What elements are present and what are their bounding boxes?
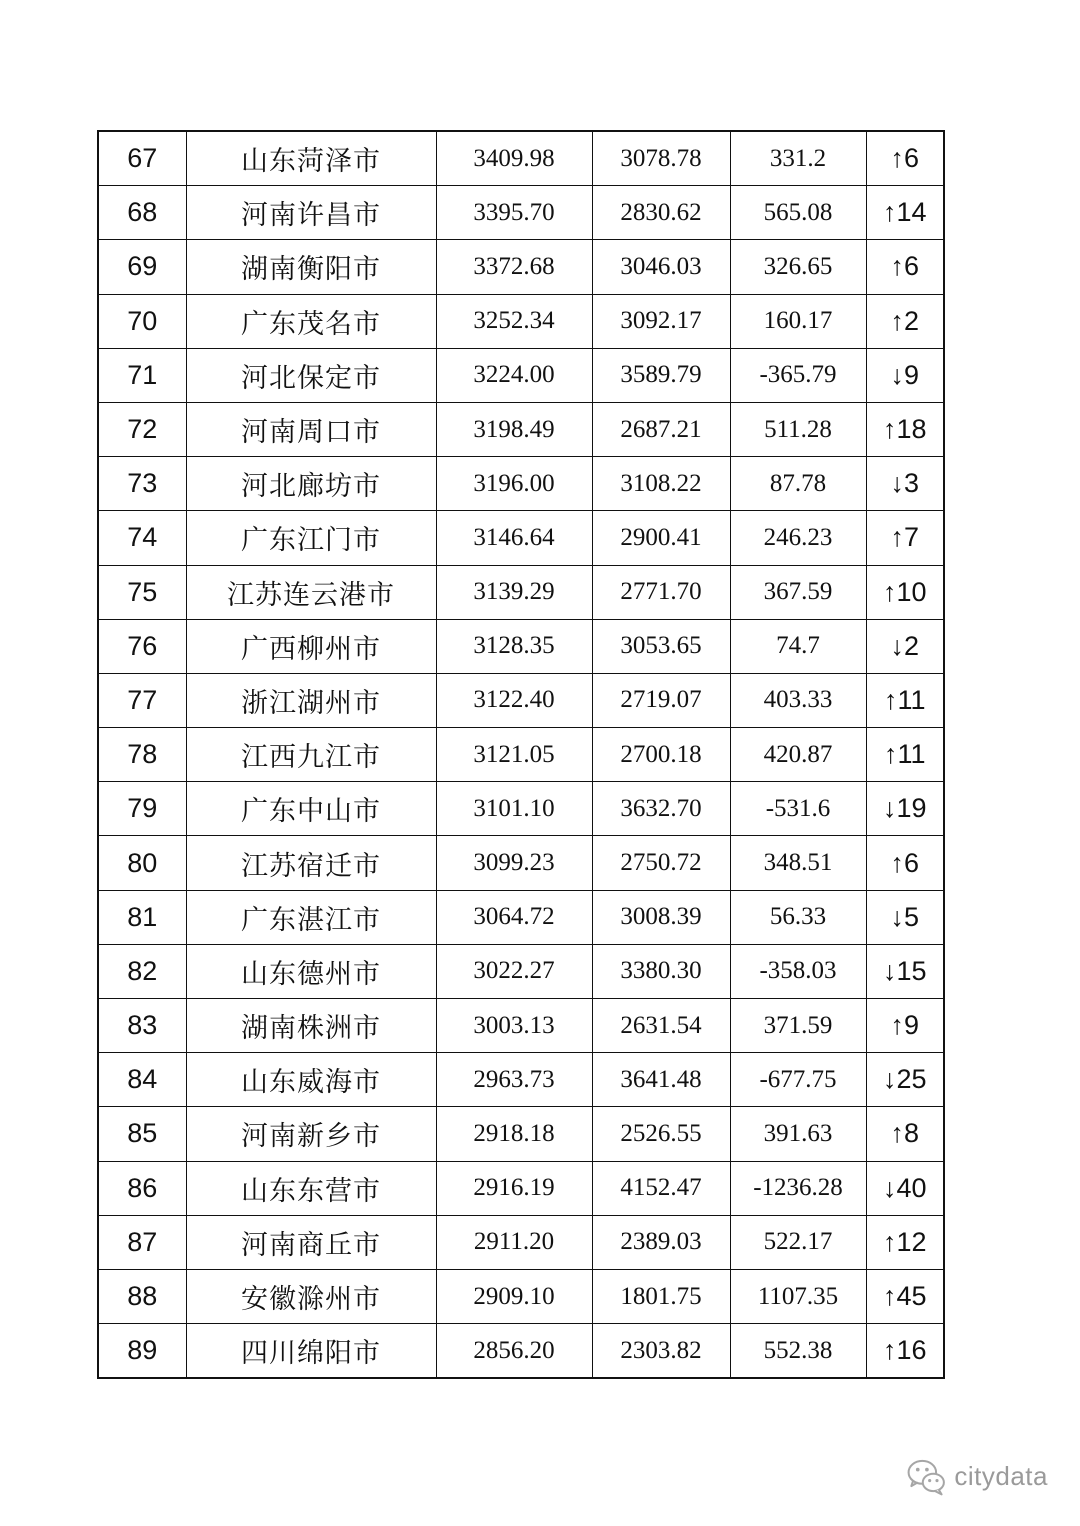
rank-change-cell: ↓3 [866,457,944,511]
value-2-cell: 2389.03 [592,1215,730,1269]
table-row [98,890,944,944]
rank-cell: 81 [98,890,186,944]
difference-cell: 160.17 [730,294,866,348]
difference-cell: 403.33 [730,673,866,727]
table-row [98,131,944,186]
rank-change-cell: ↓5 [866,890,944,944]
difference-cell: 565.08 [730,186,866,240]
value-2-cell: 3078.78 [592,131,730,186]
city-cell: 河南新乡市 [186,1107,436,1161]
table-row [98,565,944,619]
difference-cell: -1236.28 [730,1161,866,1215]
rank-cell: 87 [98,1215,186,1269]
value-1-cell: 3022.27 [436,944,592,998]
value-1-cell: 3224.00 [436,348,592,402]
city-cell: 河南周口市 [186,402,436,456]
city-cell: 河北廊坊市 [186,457,436,511]
city-ranking-table [97,130,945,1379]
table-row [98,511,944,565]
rank-change-cell: ↑45 [866,1269,944,1323]
value-2-cell: 2700.18 [592,728,730,782]
value-1-cell: 3128.35 [436,619,592,673]
value-1-cell: 3139.29 [436,565,592,619]
table-row [98,999,944,1053]
rank-cell: 71 [98,348,186,402]
value-1-cell: 3372.68 [436,240,592,294]
value-2-cell: 3641.48 [592,1053,730,1107]
rank-cell: 89 [98,1324,186,1379]
value-2-cell: 2526.55 [592,1107,730,1161]
value-2-cell: 3046.03 [592,240,730,294]
city-cell: 江西九江市 [186,728,436,782]
difference-cell: -531.6 [730,782,866,836]
value-1-cell: 3395.70 [436,186,592,240]
value-2-cell: 2750.72 [592,836,730,890]
value-1-cell: 3121.05 [436,728,592,782]
rank-change-cell: ↑12 [866,1215,944,1269]
city-cell: 广西柳州市 [186,619,436,673]
rank-change-cell: ↓25 [866,1053,944,1107]
rank-change-cell: ↑7 [866,511,944,565]
value-1-cell: 3409.98 [436,131,592,186]
rank-change-cell: ↑16 [866,1324,944,1379]
difference-cell: 56.33 [730,890,866,944]
table-row [98,1215,944,1269]
difference-cell: 331.2 [730,131,866,186]
city-cell: 浙江湖州市 [186,673,436,727]
difference-cell: 511.28 [730,402,866,456]
city-cell: 广东茂名市 [186,294,436,348]
city-cell: 山东威海市 [186,1053,436,1107]
difference-cell: 367.59 [730,565,866,619]
value-1-cell: 2918.18 [436,1107,592,1161]
difference-cell: 246.23 [730,511,866,565]
value-1-cell: 3064.72 [436,890,592,944]
table-row [98,1324,944,1379]
city-cell: 山东东营市 [186,1161,436,1215]
value-1-cell: 3003.13 [436,999,592,1053]
table-row [98,944,944,998]
rank-cell: 80 [98,836,186,890]
city-cell: 江苏连云港市 [186,565,436,619]
difference-cell: 326.65 [730,240,866,294]
table-row [98,836,944,890]
table-row [98,348,944,402]
table-row [98,1161,944,1215]
table-row [98,402,944,456]
rank-cell: 86 [98,1161,186,1215]
rank-cell: 83 [98,999,186,1053]
value-1-cell: 3198.49 [436,402,592,456]
rank-change-cell: ↑9 [866,999,944,1053]
rank-cell: 74 [98,511,186,565]
difference-cell: 74.7 [730,619,866,673]
value-2-cell: 2631.54 [592,999,730,1053]
difference-cell: 348.51 [730,836,866,890]
value-2-cell: 3053.65 [592,619,730,673]
value-2-cell: 2303.82 [592,1324,730,1379]
watermark [904,1454,1048,1498]
table-row [98,457,944,511]
difference-cell: 87.78 [730,457,866,511]
value-2-cell: 2687.21 [592,402,730,456]
city-cell: 江苏宿迁市 [186,836,436,890]
table-row [98,294,944,348]
value-2-cell: 3108.22 [592,457,730,511]
difference-cell: -358.03 [730,944,866,998]
city-cell: 山东菏泽市 [186,131,436,186]
difference-cell: 552.38 [730,1324,866,1379]
table-row [98,186,944,240]
difference-cell: 420.87 [730,728,866,782]
difference-cell: -365.79 [730,348,866,402]
city-cell: 河南许昌市 [186,186,436,240]
value-1-cell: 3196.00 [436,457,592,511]
city-cell: 安徽滁州市 [186,1269,436,1323]
value-2-cell: 4152.47 [592,1161,730,1215]
table-body [98,131,944,1378]
value-2-cell: 2900.41 [592,511,730,565]
rank-change-cell: ↓19 [866,782,944,836]
value-1-cell: 2916.19 [436,1161,592,1215]
rank-cell: 88 [98,1269,186,1323]
table-row [98,619,944,673]
rank-cell: 78 [98,728,186,782]
city-cell: 河北保定市 [186,348,436,402]
table-row [98,240,944,294]
rank-cell: 75 [98,565,186,619]
value-2-cell: 2830.62 [592,186,730,240]
watermark-text: citydata [954,1460,1048,1491]
value-2-cell: 1801.75 [592,1269,730,1323]
rank-cell: 85 [98,1107,186,1161]
value-1-cell: 3252.34 [436,294,592,348]
rank-cell: 69 [98,240,186,294]
rank-change-cell: ↑6 [866,131,944,186]
city-cell: 广东湛江市 [186,890,436,944]
rank-cell: 79 [98,782,186,836]
value-1-cell: 2911.20 [436,1215,592,1269]
rank-change-cell: ↓2 [866,619,944,673]
rank-change-cell: ↓15 [866,944,944,998]
difference-cell: 371.59 [730,999,866,1053]
value-1-cell: 3122.40 [436,673,592,727]
rank-change-cell: ↑6 [866,240,944,294]
city-cell: 广东中山市 [186,782,436,836]
city-cell: 山东德州市 [186,944,436,998]
table-row [98,1107,944,1161]
value-1-cell: 3146.64 [436,511,592,565]
city-cell: 湖南衡阳市 [186,240,436,294]
rank-change-cell: ↑14 [866,186,944,240]
rank-cell: 77 [98,673,186,727]
difference-cell: 1107.35 [730,1269,866,1323]
wechat-icon [904,1454,948,1498]
rank-change-cell: ↑2 [866,294,944,348]
difference-cell: 522.17 [730,1215,866,1269]
rank-cell: 73 [98,457,186,511]
value-2-cell: 2771.70 [592,565,730,619]
difference-cell: 391.63 [730,1107,866,1161]
rank-cell: 67 [98,131,186,186]
rank-change-cell: ↑8 [866,1107,944,1161]
value-2-cell: 3008.39 [592,890,730,944]
rank-cell: 84 [98,1053,186,1107]
value-1-cell: 3101.10 [436,782,592,836]
rank-change-cell: ↑10 [866,565,944,619]
table-row [98,1053,944,1107]
value-2-cell: 2719.07 [592,673,730,727]
value-1-cell: 2963.73 [436,1053,592,1107]
value-1-cell: 3099.23 [436,836,592,890]
rank-change-cell: ↑18 [866,402,944,456]
value-1-cell: 2909.10 [436,1269,592,1323]
rank-change-cell: ↑11 [866,673,944,727]
city-cell: 广东江门市 [186,511,436,565]
difference-cell: -677.75 [730,1053,866,1107]
city-cell: 河南商丘市 [186,1215,436,1269]
value-2-cell: 3589.79 [592,348,730,402]
rank-cell: 68 [98,186,186,240]
value-2-cell: 3632.70 [592,782,730,836]
rank-change-cell: ↓9 [866,348,944,402]
rank-change-cell: ↑6 [866,836,944,890]
table-row [98,1269,944,1323]
city-cell: 湖南株洲市 [186,999,436,1053]
table-row [98,673,944,727]
rank-cell: 76 [98,619,186,673]
rank-cell: 82 [98,944,186,998]
rank-change-cell: ↑11 [866,728,944,782]
value-1-cell: 2856.20 [436,1324,592,1379]
value-2-cell: 3380.30 [592,944,730,998]
rank-change-cell: ↓40 [866,1161,944,1215]
city-cell: 四川绵阳市 [186,1324,436,1379]
table-row [98,782,944,836]
value-2-cell: 3092.17 [592,294,730,348]
table-row [98,728,944,782]
rank-cell: 70 [98,294,186,348]
rank-cell: 72 [98,402,186,456]
